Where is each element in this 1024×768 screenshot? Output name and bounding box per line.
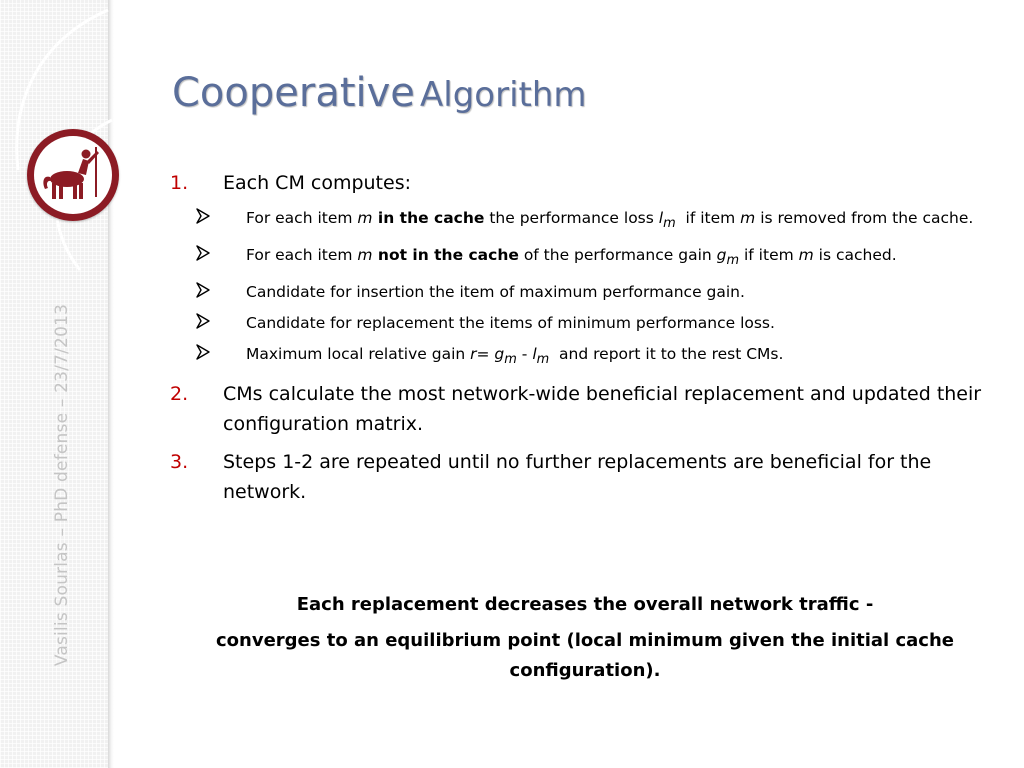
summary-text [170, 590, 1000, 692]
sub-item-1: For each item m in the cache the performance loss $l_m$ if item m is removed from the cache. [170, 206, 1000, 236]
arrow-bullet-icon [196, 207, 210, 225]
list-item-3 [170, 447, 1000, 507]
list-item-2 [170, 379, 1000, 439]
sub-item-5: Maximum local relative gain $r= g_m - l_m$ and report it to the rest CMs. [170, 342, 1000, 372]
arrow-bullet-icon [196, 281, 210, 299]
title-main: Cooperative [172, 70, 415, 116]
item-number: 3. [170, 451, 189, 474]
slide-content [170, 168, 1000, 515]
arrow-bullet-icon [196, 312, 210, 330]
summary-line-1: Each replacement decreases the overall network traffic - [296, 594, 874, 615]
item-text: Steps 1-2 are repeated until no further replacements are beneficial for the network. [223, 451, 932, 504]
arrow-bullet-icon [196, 343, 210, 361]
list-item-1 [170, 168, 1000, 198]
item-number: 1. [170, 172, 189, 194]
title-second: Algorithm [420, 75, 587, 115]
sub-item-4: Candidate for replacement the items of minimum performance loss. [170, 311, 1000, 335]
vertical-footer: Vasilis Sourlas – PhD defense – 23/7/2013 [52, 303, 72, 667]
sub-item-3: Candidate for insertion the item of maximum performance gain. [170, 280, 1000, 304]
summary-line-2: converges to an equilibrium point (local minimum given the initial cache configuration). [215, 630, 954, 681]
item-text: Each CM computes: [223, 172, 411, 194]
university-logo [27, 129, 119, 221]
item-number: 2. [170, 383, 189, 406]
sub-item-2: For each item m not in the cache of the performance gain $g_m$ if item m is cached. [170, 243, 1000, 273]
centaur-logo-icon [37, 139, 109, 211]
arrow-bullet-icon [196, 244, 210, 262]
item-text: CMs calculate the most network-wide beneficial replacement and updated their configuration matrix. [223, 383, 982, 436]
slide-title [172, 70, 587, 116]
